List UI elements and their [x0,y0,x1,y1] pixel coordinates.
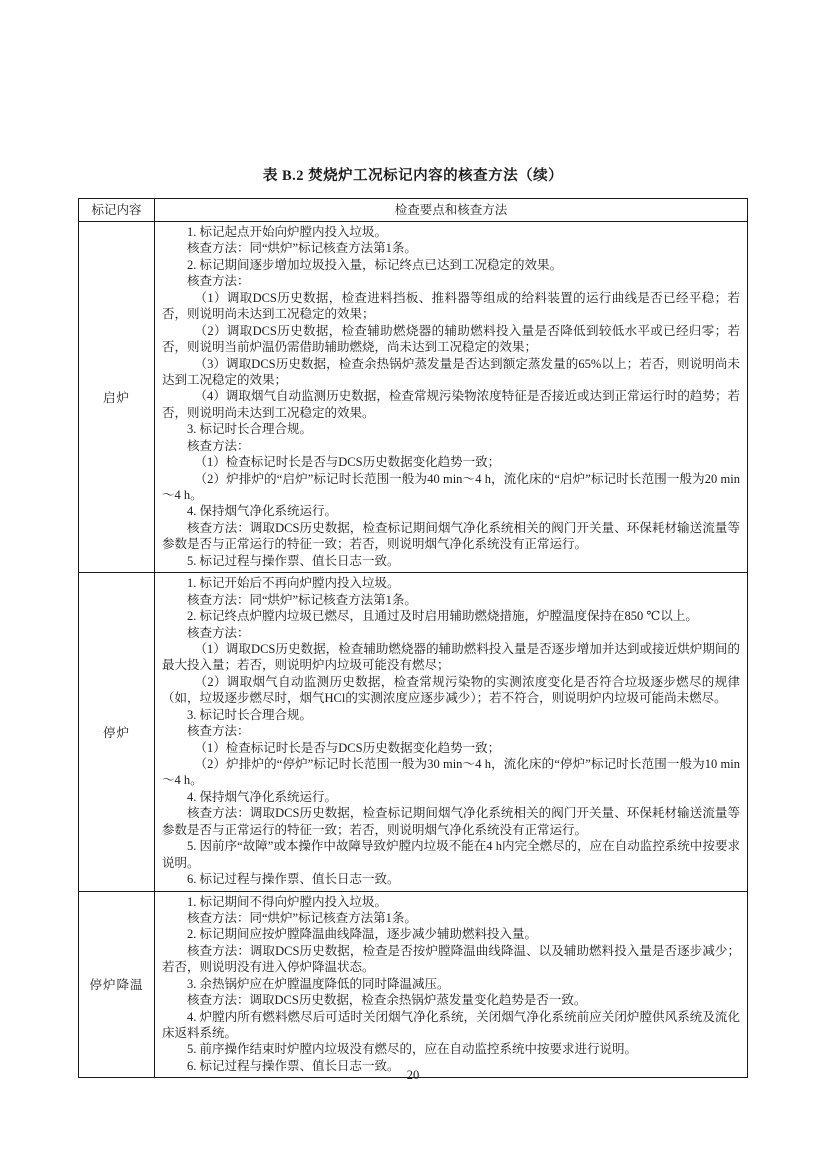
row-label: 启炉 [79,222,155,573]
paragraph: （1）调取DCS历史数据，检查辅助燃烧器的辅助燃料投入量是否逐步增加并达到或接近烘炉期间的最大投入量；若否，则说明炉内垃圾可能没有燃尽； [162,641,740,673]
table-body [79,222,748,1078]
paragraph: （3）调取DCS历史数据，检查余热锅炉蒸发量是否达到额定蒸发量的65%以上；若否，则说明尚未达到工况稳定的效果； [162,356,740,387]
paragraph: （4）调取烟气自动监测历史数据，检查常规污染物浓度特征是否接近或达到正常运行时的趋势；若否，则说明尚未达到工况稳定的效果。 [162,389,740,420]
paragraph: 5. 因前序“故障”或本操作中故障导致炉膛内垃圾不能在4 h内完全燃尽的，应在自动监控系统中按要求说明。 [162,839,740,870]
paragraph: 2. 标记期间应按炉膛降温曲线降温，逐步减少辅助燃料投入量。 [187,927,538,942]
paragraph: 核查方法：同“烘炉”标记核查方法第1条。 [187,592,417,607]
table-row [79,891,748,1078]
paragraph: 4. 保持烟气净化系统运行。 [187,789,338,804]
page-number: 20 [406,1068,420,1082]
col-header-mark-content: 标记内容 [79,199,155,222]
row-content [155,573,748,891]
table-row [79,222,748,573]
paragraph: 1. 标记期间不得向炉膛内投入垃圾。 [187,894,388,909]
paragraph: 核查方法： [187,724,250,739]
row-content [155,891,748,1078]
col-header-check-points: 检查要点和核查方法 [155,199,748,222]
table-title: 表 B.2 焚烧炉工况标记内容的核查方法（续） [262,168,564,184]
paragraph: （2）炉排炉的“启炉”标记时长范围一般为40 min～4 h，流化床的“启炉”标记时长范围一般为20 min～4 h。 [162,471,740,502]
paragraph: 6. 标记过程与操作票、值长日志一致。 [187,1058,400,1073]
table-header-row [79,199,748,222]
row-label: 停炉降温 [79,891,155,1078]
table-row [79,573,748,891]
paragraph: 1. 标记开始后不再向炉膛内投入垃圾。 [187,576,400,591]
paragraph: 3. 标记时长合理合规。 [187,707,313,722]
paragraph: （1）调取DCS历史数据，检查进料挡板、推料器等组成的给料装置的运行曲线是否已经平稳；若否，则说明尚未达到工况稳定的效果； [162,290,740,322]
paragraph: 核查方法： [187,438,250,453]
paragraph: 核查方法：调取DCS历史数据，检查标记期间烟气净化系统相关的阀门开关量、环保耗材输送流量等参数是否与正常运行的特征一致；若否，则说明烟气净化系统没有正常运行。 [162,520,740,552]
paragraph: （2）调取DCS历史数据，检查辅助燃烧器的辅助燃料投入量是否降低到较低水平或已经归零；若否，则说明当前炉温仍需借助辅助燃烧，尚未达到工况稳定的效果； [162,323,740,355]
paragraph: 核查方法：调取DCS历史数据，检查标记期间烟气净化系统相关的阀门开关量、环保耗材输送流量等参数是否与正常运行的特征一致；若否，则说明烟气净化系统没有正常运行。 [162,806,740,837]
paragraph: 核查方法： [187,625,250,640]
paragraph: 3. 余热锅炉应在炉膛温度降低的同时降温减压。 [187,976,450,991]
paragraph: 4. 保持烟气净化系统运行。 [187,504,338,519]
paragraph: 2. 标记期间逐步增加垃圾投入量，标记终点已达到工况稳定的效果。 [187,257,563,272]
paragraph: 4. 炉膛内所有燃料燃尽后可适时关闭烟气净化系统，关闭烟气净化系统前应关闭炉膛供风系统及流化床返料系统。 [162,1009,740,1040]
paragraph: 核查方法： [187,274,250,289]
paragraph: 5. 标记过程与操作票、值长日志一致。 [187,553,400,568]
paragraph: 3. 标记时长合理合规。 [187,422,313,437]
paragraph: 核查方法：调取DCS历史数据，检查余热锅炉蒸发量变化趋势是否一致。 [187,993,587,1008]
paragraph: 核查方法：调取DCS历史数据，检查是否按炉膛降温曲线降温、以及辅助燃料投入量是否逐步减少；若否，则说明没有进入停炉降温状态。 [162,943,740,975]
paragraph: （2）炉排炉的“停炉”标记时长范围一般为30 min～4 h，流化床的“停炉”标记时长范围一般为10 min～4 h。 [162,757,740,788]
row-label: 停炉 [79,573,155,891]
paragraph: 核查方法：同“烘炉”标记核查方法第1条。 [187,241,417,256]
paragraph: 1. 标记起点开始向炉膛内投入垃圾。 [187,225,388,239]
check-methods-table [78,198,748,1078]
paragraph: （1）检查标记时长是否与DCS历史数据变化趋势一致； [194,740,501,755]
paragraph: 5. 前序操作结束时炉膛内垃圾没有燃尽的，应在自动监控系统中按要求进行说明。 [187,1042,638,1057]
paragraph: 核查方法：同“烘炉”标记核查方法第1条。 [187,910,417,925]
paragraph: （1）检查标记时长是否与DCS历史数据变化趋势一致； [194,455,501,470]
paragraph: （2）调取烟气自动监测历史数据，检查常规污染物的实测浓度变化是否符合垃圾逐步燃尽的规律（如，垃圾逐步燃尽时，烟气HCl的实测浓度应逐步减少）；若不符合，则说明炉内垃圾可能尚未燃尽。 [162,674,740,706]
paragraph: 6. 标记过程与操作票、值长日志一致。 [187,872,400,887]
paragraph: 2. 标记终点炉膛内垃圾已燃尽，且通过及时启用辅助燃烧措施，炉膛温度保持在850 ℃以上。 [187,609,698,624]
row-content [155,222,748,573]
